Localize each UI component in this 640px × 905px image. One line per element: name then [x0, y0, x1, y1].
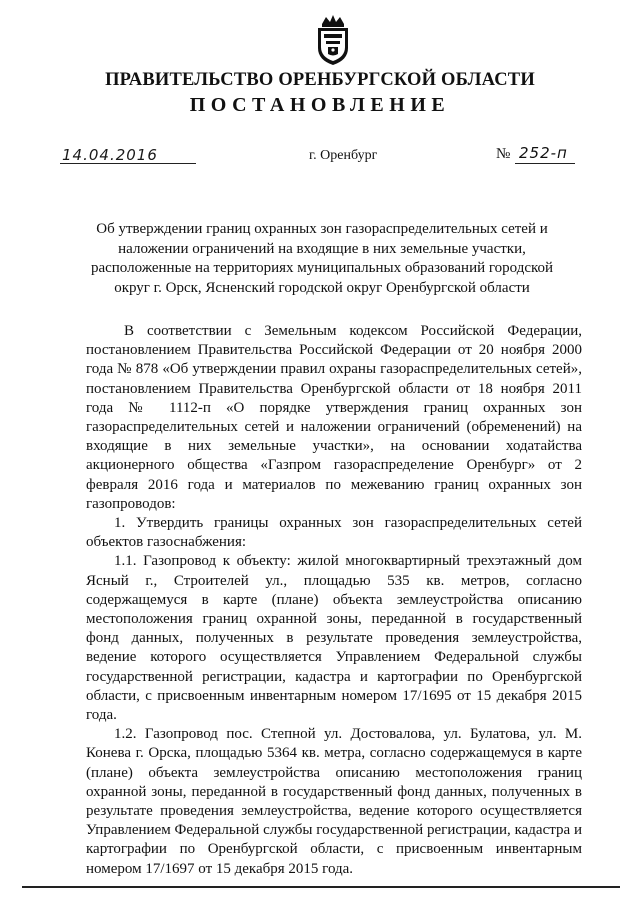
item-1-1-paragraph: 1.1. Газопровод к объекту: жилой многоквартирный трехэтажный дом Ясный г., Строителей ул., площадью 535 кв. метров, согласно содержащемуся в карте (плане) объекта землеустройства описанию местоположения границ охранной зоны, переданной в государственный фонд данных, полученных в результате проведения землеустройства, ведение которого осуществляется Управлением Федеральной службы государственной регистрации, кадастра и картографии по Оренбургской области, с присвоенным инвентарным номером 17/1695 от 15 декабря 2015 года. [86, 553, 582, 724]
document-type: ПОСТАНОВЛЕНИЕ [189, 94, 451, 116]
preamble-paragraph: В соответствии с Земельным кодексом Российской Федерации, постановлением Правительства Российской Федерации от 20 ноября 2000 года № 878 «Об утверждении правил охраны газораспределительных сетей», постановлением Правительства Оренбургской области от 18 ноября 2011 года № 1112-п «О порядке утверждения границ охранных зон газораспределительных сетей и наложении ограничений (обременений) на входящие в них земельные участки», на основании ходатайства акционерного общества «Газпром газораспределение Оренбург» от 2 февраля 2016 года и материалов по межеванию границ охранных зон газопроводов: [86, 323, 582, 512]
coat-of-arms-icon [312, 14, 354, 66]
document-number: 252-п [519, 144, 568, 162]
organization-name: ПРАВИТЕЛЬСТВО ОРЕНБУРГСКОЙ ОБЛАСТИ [105, 70, 535, 90]
document-body [86, 322, 582, 879]
item-1-2-paragraph: 1.2. Газопровод пос. Степной ул. Достовалова, ул. Булатова, ул. М. Конева г. Орска, площадью 5364 кв. метра, согласно содержащемуся в карте (плане) объекта землеустройства описанию местоположения границ охранной зоны, переданной в государственный фонд данных, полученных в результате проведения землеустройства, ведение которого осуществляется Управлением Федеральной службы государственной регистрации, кадастра и картографии по Оренбургской области, с присвоенным инвентарным номером 17/1697 от 15 декабря 2015 года. [86, 726, 582, 877]
number-underline [515, 163, 575, 164]
page-bottom-rule [22, 886, 620, 888]
document-title: Об утверждении границ охранных зон газораспределительных сетей и наложении ограничений на входящие в них земельные участки, расположенные на территориях муниципальных образований городской округ г. Орск, Ясненский городской округ Оренбургской области [90, 221, 554, 296]
document-city: г. Оренбург [309, 148, 378, 163]
item-1-paragraph: 1. Утвердить границы охранных зон газораспределительных сетей объектов газоснабжения: [86, 515, 582, 551]
document-date: 14.04.2016 [62, 146, 158, 164]
number-label: № [496, 146, 511, 162]
date-underline [60, 163, 196, 164]
